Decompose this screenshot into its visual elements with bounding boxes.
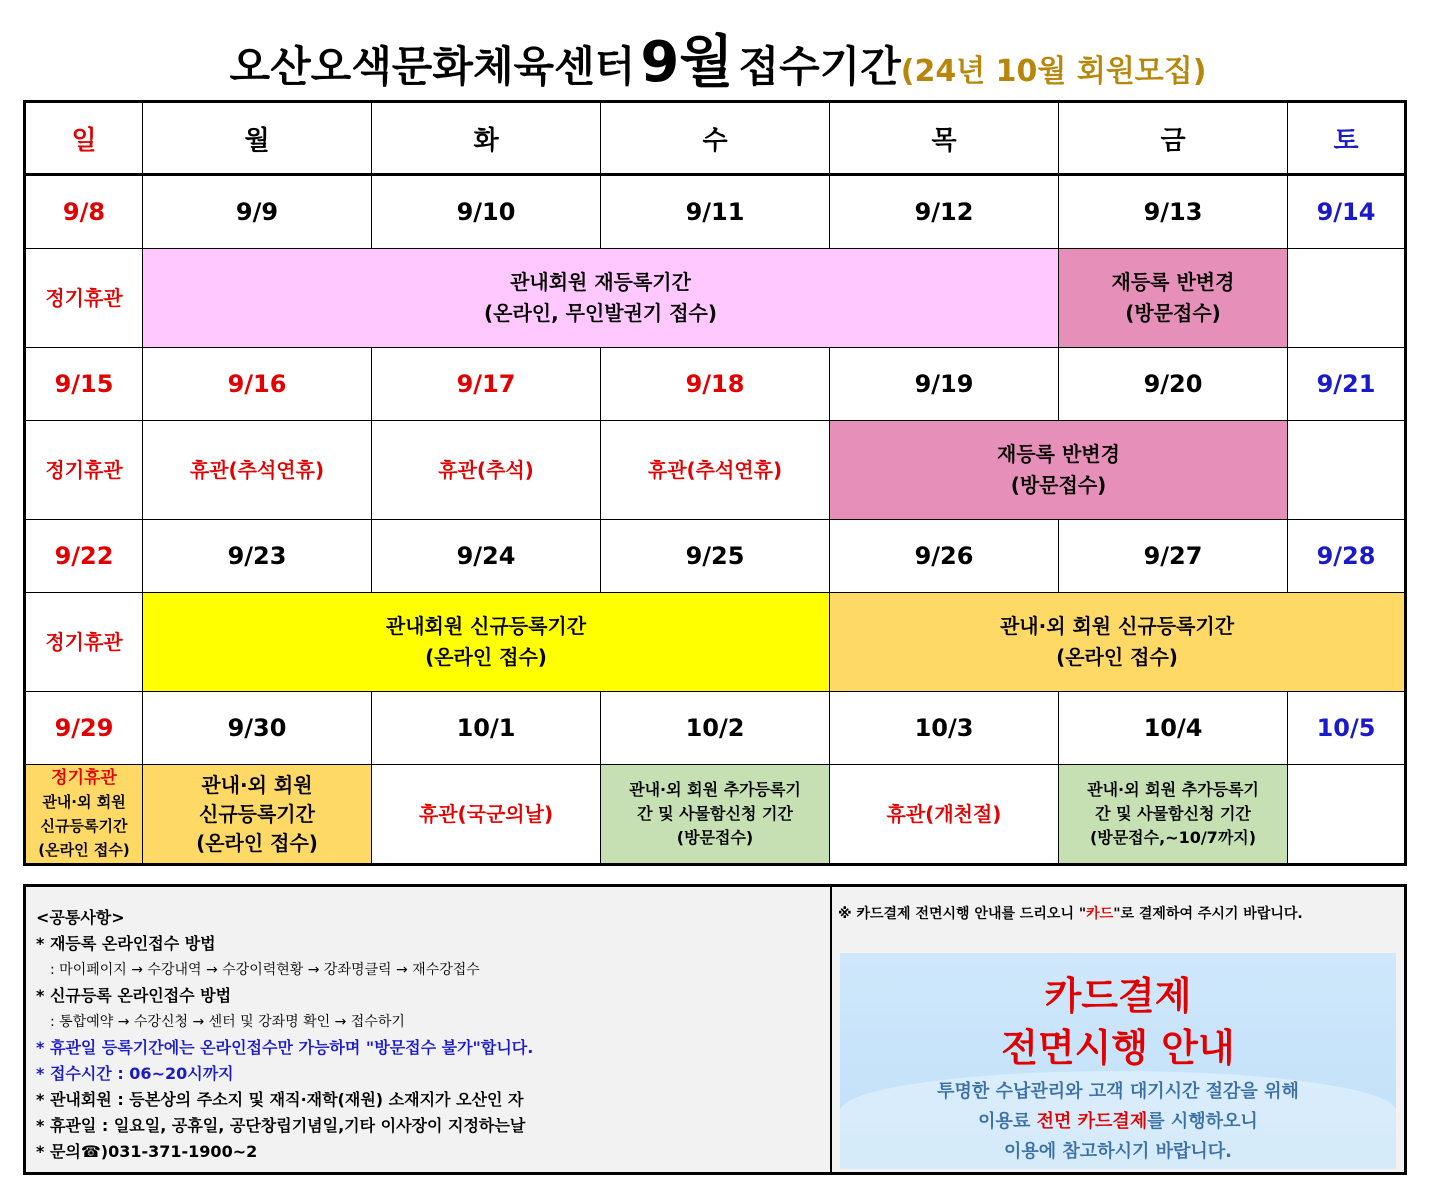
event-sunday-combined — [25, 765, 143, 865]
event-line: 관내·외 회원 추가등록기 — [629, 780, 801, 799]
date-cell: 9/21 — [1288, 348, 1406, 421]
notes-hours: * 접수시간 : 06~20시까지 — [36, 1064, 234, 1083]
date-cell: 9/26 — [830, 520, 1059, 593]
banner-text-part: 를 시행하오니 — [1147, 1111, 1258, 1132]
date-cell: 9/28 — [1288, 520, 1406, 593]
event-all-new-registration — [143, 765, 372, 865]
date-cell: 9/17 — [372, 348, 601, 421]
notes-closed-days: * 휴관일 : 일요일, 공휴일, 공단창립기념일,기타 이사장이 지정하는날 — [36, 1116, 526, 1135]
event-holiday: 휴관(추석) — [372, 421, 601, 520]
event-line: 신규등록기간 — [40, 817, 128, 835]
event-extra-registration — [1059, 765, 1288, 865]
weekday-mon: 월 — [143, 102, 372, 175]
event-line: 재등록 반변경 — [997, 442, 1120, 466]
event-resident-new-registration — [143, 593, 830, 692]
weekday-sat: 토 — [1288, 102, 1406, 175]
weekday-tue: 화 — [372, 102, 601, 175]
event-line: (온라인, 무인발권기 접수) — [483, 301, 717, 325]
banner-title-line2: 전면시행 안내 — [1001, 1026, 1235, 1070]
event-empty — [1288, 249, 1406, 348]
card-notice-message — [838, 901, 1398, 927]
date-cell: 9/9 — [143, 175, 372, 249]
banner-text-part: 이용료 — [978, 1111, 1037, 1132]
event-closed-sunday: 정기휴관 — [25, 249, 143, 348]
title-period: 접수기간 — [738, 42, 901, 91]
date-cell: 9/24 — [372, 520, 601, 593]
notes-new-steps: : 통합예약 → 수강신청 → 센터 및 강좌명 확인 → 접수하기 — [50, 1014, 405, 1030]
event-line: 정기휴관 — [51, 768, 117, 788]
notes-holiday-note: * 휴관일 등록기간에는 온라인접수만 가능하며 "방문접수 불가"합니다. — [36, 1038, 534, 1057]
date-cell: 9/11 — [601, 175, 830, 249]
event-closed-sunday: 정기휴관 — [25, 593, 143, 692]
notes-new-title: * 신규등록 온라인접수 방법 — [36, 986, 232, 1005]
date-cell: 9/12 — [830, 175, 1059, 249]
event-empty — [1288, 421, 1406, 520]
event-empty — [1288, 765, 1406, 865]
title-center-name: 오산오색문화체육센터 — [229, 42, 636, 91]
event-line: 관내·외 회원 신규등록기간 — [999, 614, 1235, 638]
notes-contact: * 문의☎)031-371-1900~2 — [36, 1142, 258, 1161]
event-line: (온라인 접수) — [425, 645, 547, 669]
event-line: (온라인 접수) — [1056, 645, 1178, 669]
weekday-sun: 일 — [25, 102, 143, 175]
notes-resident: * 관내회원 : 등본상의 주소지 및 재직·재학(재원) 소재지가 오산인 자 — [36, 1090, 524, 1109]
weekday-thu: 목 — [830, 102, 1059, 175]
date-cell: 9/10 — [372, 175, 601, 249]
event-holiday: 휴관(추석연휴) — [601, 421, 830, 520]
date-cell: 9/23 — [143, 520, 372, 593]
date-cell: 9/29 — [25, 692, 143, 765]
date-cell: 9/15 — [25, 348, 143, 421]
calendar-table — [23, 100, 1407, 866]
title-month: 9월 — [640, 30, 734, 95]
event-line: (온라인 접수) — [196, 830, 318, 855]
date-cell: 9/30 — [143, 692, 372, 765]
event-closed-sunday: 정기휴관 — [25, 421, 143, 520]
banner-text-line3: 이용에 참고하시기 바랍니다. — [1003, 1141, 1233, 1162]
event-line: 간 및 사물함신청 기간 — [1095, 804, 1251, 823]
event-line: (온라인 접수) — [38, 841, 130, 859]
event-line: 관내·외 회원 추가등록기 — [1087, 780, 1259, 799]
event-line: 관내회원 신규등록기간 — [385, 614, 587, 638]
event-class-change — [830, 421, 1288, 520]
event-line: (방문접수) — [1125, 301, 1221, 325]
event-line: 재등록 반변경 — [1111, 270, 1235, 294]
card-payment-notice — [832, 887, 1404, 1172]
event-line: 관내·외 회원 — [201, 772, 313, 797]
title-subtitle: (24년 10월 회원모집) — [900, 54, 1207, 89]
event-line: 관내·외 회원 — [42, 793, 126, 811]
date-cell: 10/3 — [830, 692, 1059, 765]
event-line: 관내회원 재등록기간 — [510, 270, 691, 294]
notes-heading: <공통사항> — [36, 908, 125, 927]
date-row — [25, 520, 1406, 593]
event-extra-registration — [601, 765, 830, 865]
date-cell: 10/2 — [601, 692, 830, 765]
date-cell: 9/19 — [830, 348, 1059, 421]
event-all-new-registration — [830, 593, 1406, 692]
banner-title-line1: 카드결제 — [1044, 974, 1192, 1018]
banner-text-line2 — [840, 1107, 1396, 1133]
banner-text-highlight: 전면 카드결제 — [1036, 1111, 1148, 1132]
page-title — [0, 18, 1436, 95]
date-cell: 10/1 — [372, 692, 601, 765]
event-line: 신규등록기간 — [199, 801, 315, 826]
date-cell: 10/5 — [1288, 692, 1406, 765]
common-notes — [26, 887, 832, 1172]
notes-renew-steps: : 마이페이지 → 수강내역 → 수강이력현황 → 강좌명클릭 → 재수강접수 — [50, 962, 480, 978]
date-cell: 9/18 — [601, 348, 830, 421]
weekday-header-row — [25, 102, 1406, 175]
notice-box — [23, 884, 1407, 1175]
card-payment-banner — [840, 953, 1396, 1169]
notes-renew-title: * 재등록 온라인접수 방법 — [36, 934, 216, 953]
date-cell: 10/4 — [1059, 692, 1288, 765]
date-cell: 9/13 — [1059, 175, 1288, 249]
date-cell: 9/14 — [1288, 175, 1406, 249]
weekday-fri: 금 — [1059, 102, 1288, 175]
date-cell: 9/25 — [601, 520, 830, 593]
event-renewal-period — [143, 249, 1059, 348]
date-cell: 9/22 — [25, 520, 143, 593]
event-line: (방문접수,~10/7까지) — [1089, 828, 1257, 847]
event-line: (방문접수) — [676, 828, 754, 847]
msg-card-word: 카드 — [1086, 906, 1114, 922]
msg-part: "로 결제하여 주시기 바랍니다. — [1113, 906, 1303, 922]
banner-text-line1: 투명한 수납관리와 고객 대기시간 절감을 위해 — [937, 1081, 1299, 1102]
date-cell: 9/27 — [1059, 520, 1288, 593]
event-holiday: 휴관(국군의날) — [372, 765, 601, 865]
event-holiday: 휴관(추석연휴) — [143, 421, 372, 520]
date-row — [25, 348, 1406, 421]
event-line: (방문접수) — [1010, 473, 1107, 497]
event-row — [25, 593, 1406, 692]
date-cell: 9/16 — [143, 348, 372, 421]
date-row — [25, 175, 1406, 249]
msg-part: ※ 카드결제 전면시행 안내를 드리오니 " — [838, 906, 1087, 922]
event-line: 간 및 사물함신청 기간 — [637, 804, 793, 823]
event-class-change — [1059, 249, 1288, 348]
event-row — [25, 249, 1406, 348]
event-holiday: 휴관(개천절) — [830, 765, 1059, 865]
date-cell: 9/8 — [25, 175, 143, 249]
event-row — [25, 765, 1406, 865]
event-row — [25, 421, 1406, 520]
date-row — [25, 692, 1406, 765]
weekday-wed: 수 — [601, 102, 830, 175]
date-cell: 9/20 — [1059, 348, 1288, 421]
